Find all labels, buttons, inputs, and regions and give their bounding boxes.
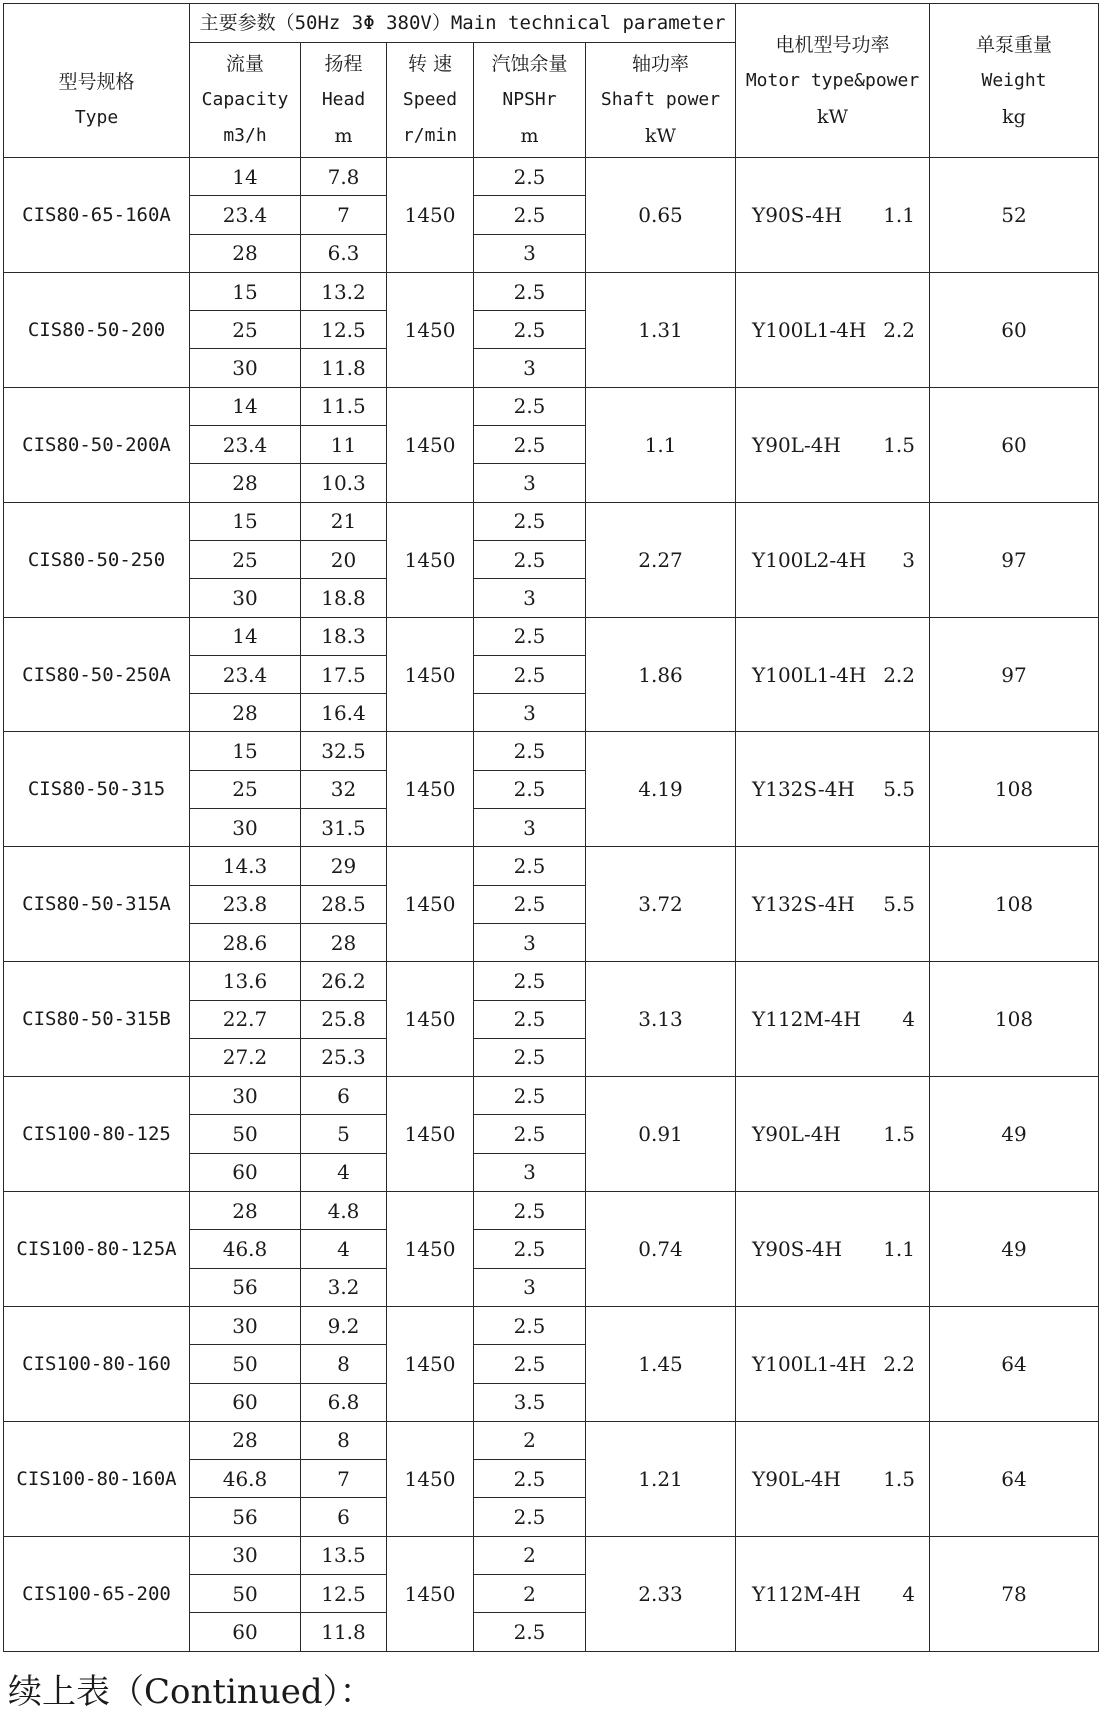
shaft-power-cell: 1.45 [586,1306,736,1421]
motor-cell [736,617,930,732]
weight-cell: 78 [930,1536,1099,1651]
weight-cell: 64 [930,1421,1099,1536]
speed-cell: 1450 [387,1077,474,1192]
capacity-cell: 46.8 [190,1230,301,1268]
npshr-cell: 3.5 [474,1383,586,1421]
speed-cell: 1450 [387,1306,474,1421]
shaft-power-cell: 0.74 [586,1192,736,1307]
table-row [4,617,1099,655]
pump-spec-table [3,3,1099,1652]
motor-power: 2.2 [883,662,916,687]
head-cell: 31.5 [301,809,387,847]
npshr-cell: 3 [474,1153,586,1191]
head-cell: 11.5 [301,387,387,425]
npshr-cell: 2.5 [474,885,586,923]
motor-cell [736,1306,930,1421]
continued-caption: 续上表（Continued）： [8,1672,374,1712]
npshr-cell: 3 [474,809,586,847]
npshr-cell: 3 [474,1268,586,1306]
motor-type: Y100L1-4H [752,1351,867,1376]
npshr-cell: 2.5 [474,1115,586,1153]
motor-cell [736,962,930,1077]
capacity-cell: 14 [190,158,301,196]
capacity-cell: 23.4 [190,655,301,693]
head-cell: 21 [301,502,387,540]
motor-type-power [736,1007,929,1031]
head-cell: 18.8 [301,579,387,617]
speed-cell: 1450 [387,1421,474,1536]
weight-cell: 97 [930,502,1099,617]
motor-power: 1.1 [883,1236,916,1261]
motor-power: 5.5 [883,892,916,917]
motor-power: 2.2 [883,317,916,342]
speed-cell: 1450 [387,847,474,962]
npshr-cell: 2.5 [474,158,586,196]
motor-power: 1.5 [883,432,916,457]
npshr-cell: 2.5 [474,617,586,655]
motor-cell [736,1192,930,1307]
capacity-cell: 30 [190,1306,301,1344]
motor-power: 5.5 [883,777,916,802]
motor-cell [736,387,930,502]
table-row [4,387,1099,425]
table-row [4,502,1099,540]
model-type-cell: CIS80-50-315 [4,732,190,847]
motor-type-power [736,1237,929,1261]
motor-cell [736,272,930,387]
table-row [4,1306,1099,1344]
npshr-cell: 3 [474,464,586,502]
capacity-cell: 28 [190,234,301,272]
motor-power: 2.2 [883,1351,916,1376]
npshr-cell: 2.5 [474,962,586,1000]
motor-type-power [736,1122,929,1146]
motor-power: 4 [902,1581,916,1606]
head-cell: 11 [301,426,387,464]
npshr-cell: 3 [474,923,586,961]
speed-cell: 1450 [387,1192,474,1307]
table-row [4,1421,1099,1459]
head-cell: 7.8 [301,158,387,196]
table-row [4,158,1099,196]
head-cell: 9.2 [301,1306,387,1344]
shaft-power-cell: 1.86 [586,617,736,732]
weight-cell: 49 [930,1077,1099,1192]
motor-type-power [736,892,929,916]
model-type-cell: CIS100-65-200 [4,1536,190,1651]
weight-cell: 52 [930,158,1099,273]
motor-power: 4 [902,1007,916,1032]
head-cell: 32 [301,770,387,808]
capacity-cell: 30 [190,349,301,387]
speed-cell: 1450 [387,158,474,273]
motor-cell [736,158,930,273]
table-row [4,962,1099,1000]
shaft-power-cell: 0.65 [586,158,736,273]
head-cell: 10.3 [301,464,387,502]
capacity-cell: 28 [190,1421,301,1459]
npshr-cell: 2.5 [474,1038,586,1076]
npshr-cell: 2 [474,1536,586,1574]
motor-cell [736,1536,930,1651]
speed-cell: 1450 [387,502,474,617]
npshr-cell: 2.5 [474,1306,586,1344]
capacity-cell: 28 [190,464,301,502]
capacity-cell: 22.7 [190,1000,301,1038]
weight-cell: 108 [930,962,1099,1077]
npshr-cell: 2.5 [474,272,586,310]
model-type-cell: CIS80-50-250 [4,502,190,617]
model-type-cell: CIS80-50-250A [4,617,190,732]
head-cell: 16.4 [301,694,387,732]
motor-type-power [736,318,929,342]
capacity-cell: 56 [190,1498,301,1536]
capacity-cell: 23.4 [190,196,301,234]
head-cell: 32.5 [301,732,387,770]
table-row [4,847,1099,885]
speed-cell: 1450 [387,272,474,387]
table-row [4,1077,1099,1115]
head-cell: 18.3 [301,617,387,655]
header-head: 扬程 Head m [301,43,387,158]
head-cell: 7 [301,196,387,234]
shaft-power-cell: 1.21 [586,1421,736,1536]
head-cell: 28 [301,923,387,961]
capacity-cell: 28.6 [190,923,301,961]
model-type-cell: CIS100-80-160A [4,1421,190,1536]
head-cell: 6 [301,1077,387,1115]
capacity-cell: 46.8 [190,1460,301,1498]
capacity-cell: 30 [190,579,301,617]
npshr-cell: 2.5 [474,732,586,770]
capacity-cell: 28 [190,694,301,732]
model-type-cell: CIS80-50-315B [4,962,190,1077]
model-type-cell: CIS80-50-200 [4,272,190,387]
npshr-cell: 2.5 [474,387,586,425]
capacity-cell: 23.4 [190,426,301,464]
motor-type: Y100L1-4H [752,662,867,687]
motor-type: Y90S-4H [752,1236,843,1261]
header-weight: 单泵重量 Weight kg [930,4,1099,158]
capacity-cell: 50 [190,1115,301,1153]
npshr-cell: 2.5 [474,502,586,540]
motor-cell [736,1421,930,1536]
head-cell: 8 [301,1345,387,1383]
header-capacity: 流量 Capacity m3/h [190,43,301,158]
capacity-cell: 60 [190,1383,301,1421]
capacity-cell: 50 [190,1574,301,1612]
head-cell: 25.8 [301,1000,387,1038]
shaft-power-cell: 2.27 [586,502,736,617]
npshr-cell: 2.5 [474,1000,586,1038]
motor-cell [736,847,930,962]
speed-cell: 1450 [387,962,474,1077]
head-cell: 8 [301,1421,387,1459]
head-cell: 5 [301,1115,387,1153]
npshr-cell: 2.5 [474,1230,586,1268]
motor-type: Y100L1-4H [752,317,867,342]
motor-type-power [736,1582,929,1606]
capacity-cell: 60 [190,1613,301,1651]
model-type-cell: CIS100-80-125A [4,1192,190,1307]
motor-cell [736,732,930,847]
weight-cell: 60 [930,387,1099,502]
motor-power: 1.5 [883,1122,916,1147]
head-cell: 13.5 [301,1536,387,1574]
header-group-title: 主要参数（50Hz 3Φ 380V）Main technical parameter [190,4,736,43]
motor-type: Y132S-4H [752,777,855,802]
motor-type: Y132S-4H [752,892,855,917]
head-cell: 6.3 [301,234,387,272]
motor-cell [736,502,930,617]
motor-type-power [736,1352,929,1376]
motor-type: Y112M-4H [752,1581,861,1606]
head-cell: 7 [301,1460,387,1498]
npshr-cell: 3 [474,694,586,732]
header-motor: 电机型号功率 Motor type&power kW [736,4,930,158]
shaft-power-cell: 2.33 [586,1536,736,1651]
spec-table-body [4,158,1099,1652]
motor-type: Y90L-4H [752,432,841,457]
capacity-cell: 50 [190,1345,301,1383]
npshr-cell: 2.5 [474,1077,586,1115]
speed-cell: 1450 [387,732,474,847]
model-type-cell: CIS80-65-160A [4,158,190,273]
header-type: 型号规格 Type [4,4,190,158]
table-row [4,272,1099,310]
capacity-cell: 23.8 [190,885,301,923]
capacity-cell: 15 [190,272,301,310]
motor-type: Y90S-4H [752,202,843,227]
head-cell: 17.5 [301,655,387,693]
motor-type: Y90L-4H [752,1466,841,1491]
npshr-cell: 3 [474,579,586,617]
weight-cell: 49 [930,1192,1099,1307]
weight-cell: 97 [930,617,1099,732]
head-cell: 3.2 [301,1268,387,1306]
npshr-cell: 2.5 [474,847,586,885]
npshr-cell: 2.5 [474,196,586,234]
head-cell: 29 [301,847,387,885]
motor-type-power [736,663,929,687]
speed-cell: 1450 [387,387,474,502]
head-cell: 12.5 [301,1574,387,1612]
npshr-cell: 2.5 [474,426,586,464]
motor-type: Y100L2-4H [752,547,867,572]
head-cell: 4 [301,1230,387,1268]
head-cell: 4.8 [301,1192,387,1230]
npshr-cell: 2.5 [474,1345,586,1383]
model-type-cell: CIS100-80-160 [4,1306,190,1421]
head-cell: 12.5 [301,311,387,349]
speed-cell: 1450 [387,617,474,732]
motor-type: Y90L-4H [752,1122,841,1147]
model-type-cell: CIS100-80-125 [4,1077,190,1192]
head-cell: 11.8 [301,349,387,387]
npshr-cell: 2.5 [474,540,586,578]
npshr-cell: 3 [474,349,586,387]
motor-power: 3 [902,547,916,572]
npshr-cell: 2.5 [474,770,586,808]
shaft-power-cell: 3.13 [586,962,736,1077]
header-npshr: 汽蚀余量 NPSHr m [474,43,586,158]
shaft-power-cell: 1.31 [586,272,736,387]
capacity-cell: 30 [190,809,301,847]
head-cell: 11.8 [301,1613,387,1651]
shaft-power-cell: 3.72 [586,847,736,962]
capacity-cell: 14 [190,387,301,425]
capacity-cell: 56 [190,1268,301,1306]
motor-type-power [736,1467,929,1491]
capacity-cell: 25 [190,540,301,578]
capacity-cell: 25 [190,770,301,808]
head-cell: 4 [301,1153,387,1191]
npshr-cell: 2.5 [474,1192,586,1230]
weight-cell: 108 [930,732,1099,847]
weight-cell: 108 [930,847,1099,962]
head-cell: 13.2 [301,272,387,310]
npshr-cell: 2.5 [474,1460,586,1498]
table-row [4,1536,1099,1574]
table-row [4,732,1099,770]
motor-power: 1.1 [883,202,916,227]
shaft-power-cell: 1.1 [586,387,736,502]
capacity-cell: 30 [190,1077,301,1115]
capacity-cell: 14.3 [190,847,301,885]
npshr-cell: 2 [474,1421,586,1459]
table-row [4,1192,1099,1230]
speed-cell: 1450 [387,1536,474,1651]
model-type-cell: CIS80-50-315A [4,847,190,962]
npshr-cell: 3 [474,234,586,272]
npshr-cell: 2.5 [474,1498,586,1536]
head-cell: 20 [301,540,387,578]
motor-type-power [736,433,929,457]
capacity-cell: 15 [190,732,301,770]
header-shaft-power: 轴功率 Shaft power kW [586,43,736,158]
capacity-cell: 14 [190,617,301,655]
npshr-cell: 2 [474,1574,586,1612]
shaft-power-cell: 0.91 [586,1077,736,1192]
motor-type-power [736,777,929,801]
motor-type: Y112M-4H [752,1007,861,1032]
npshr-cell: 2.5 [474,311,586,349]
npshr-cell: 2.5 [474,1613,586,1651]
motor-type-power [736,548,929,572]
capacity-cell: 60 [190,1153,301,1191]
capacity-cell: 25 [190,311,301,349]
header-speed: 转 速 Speed r/min [387,43,474,158]
motor-power: 1.5 [883,1466,916,1491]
head-cell: 6 [301,1498,387,1536]
shaft-power-cell: 4.19 [586,732,736,847]
motor-type-power [736,203,929,227]
head-cell: 25.3 [301,1038,387,1076]
head-cell: 28.5 [301,885,387,923]
weight-cell: 60 [930,272,1099,387]
model-type-cell: CIS80-50-200A [4,387,190,502]
capacity-cell: 13.6 [190,962,301,1000]
capacity-cell: 27.2 [190,1038,301,1076]
npshr-cell: 2.5 [474,655,586,693]
head-cell: 26.2 [301,962,387,1000]
motor-cell [736,1077,930,1192]
capacity-cell: 28 [190,1192,301,1230]
head-cell: 6.8 [301,1383,387,1421]
weight-cell: 64 [930,1306,1099,1421]
capacity-cell: 30 [190,1536,301,1574]
capacity-cell: 15 [190,502,301,540]
